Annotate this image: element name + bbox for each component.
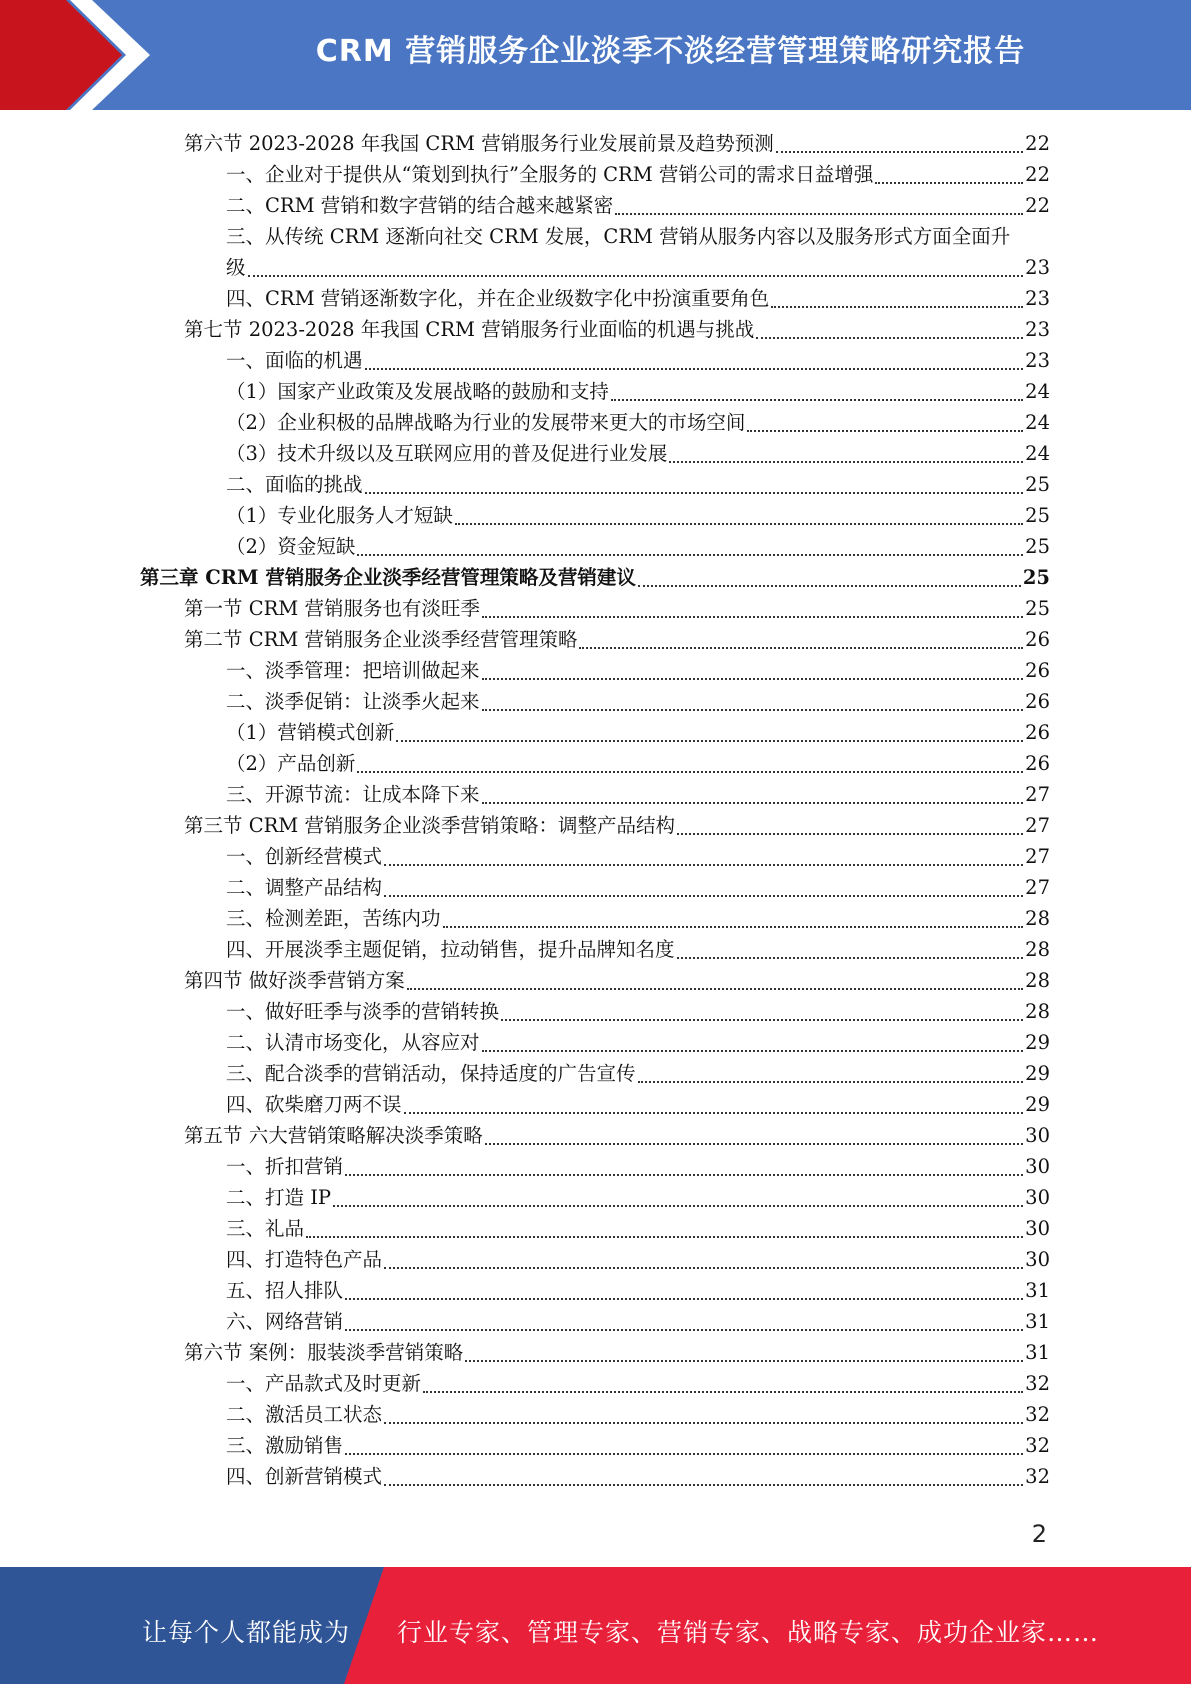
- toc-dot-leader: [482, 678, 1024, 680]
- toc-entry-label: 三、开源节流：让成本降下来: [226, 783, 480, 806]
- toc-dot-leader: [384, 1422, 1023, 1424]
- toc-dot-leader: [306, 1236, 1023, 1238]
- toc-entry-page: 23: [1025, 287, 1050, 310]
- toc-entry-label: 二、打造 IP: [226, 1186, 332, 1209]
- toc-entry[interactable]: [140, 1244, 1050, 1275]
- toc-entry-label: 四、砍柴磨刀两不误: [226, 1093, 402, 1116]
- toc-dot-leader: [638, 1081, 1024, 1083]
- toc-entry[interactable]: [140, 872, 1050, 903]
- toc-entry[interactable]: [140, 593, 1050, 624]
- toc-entry[interactable]: [140, 1058, 1050, 1089]
- toc-entry[interactable]: [140, 1399, 1050, 1430]
- toc-entry-label: 第六节 案例：服装淡季营销策略: [184, 1341, 464, 1364]
- toc-entry-page: 24: [1025, 411, 1050, 434]
- toc-entry-page: 25: [1025, 535, 1050, 558]
- toc-entry-page: 25: [1025, 473, 1050, 496]
- toc-entry-page: 24: [1025, 380, 1050, 403]
- toc-dot-leader: [345, 1453, 1023, 1455]
- toc-entry-page: 29: [1025, 1062, 1050, 1085]
- toc-entry-label: （1）专业化服务人才短缺: [226, 504, 453, 527]
- toc-entry-page: 32: [1025, 1372, 1050, 1395]
- toc-entry[interactable]: [140, 407, 1050, 438]
- toc-dot-leader: [333, 1205, 1023, 1207]
- page-header: [0, 0, 1191, 110]
- toc-dot-leader: [384, 1267, 1023, 1269]
- toc-entry-label: 一、创新经营模式: [226, 845, 383, 868]
- toc-entry-page: 31: [1025, 1310, 1050, 1333]
- toc-entry-page: 25: [1025, 597, 1050, 620]
- toc-entry[interactable]: [140, 128, 1050, 159]
- toc-entry-label: 一、淡季管理：把培训做起来: [226, 659, 480, 682]
- toc-dot-leader: [771, 306, 1023, 308]
- toc-dot-leader: [482, 616, 1023, 618]
- toc-entry-label: 四、CRM 营销逐渐数字化，并在企业级数字化中扮演重要角色: [226, 287, 770, 310]
- toc-entry-label: 三、从传统 CRM 逐渐向社交 CRM 发展，CRM 营销从服务内容以及服务形式方面全面升: [226, 225, 1011, 248]
- toc-dot-leader: [407, 988, 1023, 990]
- toc-entry-label: 五、招人排队: [226, 1279, 344, 1302]
- toc-dot-leader: [615, 213, 1023, 215]
- toc-dot-leader: [365, 492, 1024, 494]
- toc-entry-page: 28: [1025, 1000, 1050, 1023]
- toc-entry-page: 30: [1025, 1186, 1050, 1209]
- toc-dot-leader: [345, 1329, 1023, 1331]
- toc-entry[interactable]: [140, 810, 1050, 841]
- toc-dot-leader: [357, 554, 1023, 556]
- toc-dot-leader: [677, 833, 1023, 835]
- toc-entry[interactable]: [140, 531, 1050, 562]
- page-footer: [0, 1567, 1191, 1684]
- report-title: CRM 营销服务企业淡季不淡经营管理策略研究报告: [315, 34, 1026, 69]
- toc-entry[interactable]: [140, 221, 1050, 252]
- toc-entry[interactable]: [140, 1027, 1050, 1058]
- toc-entry[interactable]: [140, 190, 1050, 221]
- toc-entry-page: 28: [1025, 907, 1050, 930]
- toc-entry[interactable]: [140, 1306, 1050, 1337]
- table-of-contents: [140, 128, 1050, 1492]
- toc-entry-label: 第五节 六大营销策略解决淡季策略: [184, 1124, 483, 1147]
- toc-dot-leader: [501, 1019, 1023, 1021]
- toc-dot-leader: [677, 957, 1024, 959]
- toc-entry-label: （2）资金短缺: [226, 535, 356, 558]
- toc-dot-leader: [638, 585, 1021, 587]
- toc-entry[interactable]: [140, 438, 1050, 469]
- toc-dot-leader: [384, 895, 1023, 897]
- toc-dot-leader: [404, 1112, 1024, 1114]
- toc-entry[interactable]: [140, 469, 1050, 500]
- toc-entry-label: 三、礼品: [226, 1217, 305, 1240]
- toc-dot-leader: [485, 1143, 1023, 1145]
- toc-entry-page: 26: [1025, 690, 1050, 713]
- toc-entry[interactable]: [140, 1368, 1050, 1399]
- toc-entry-page: 32: [1025, 1434, 1050, 1457]
- toc-entry[interactable]: [140, 1120, 1050, 1151]
- toc-entry-label: （3）技术升级以及互联网应用的普及促进行业发展: [226, 442, 668, 465]
- toc-entry[interactable]: [140, 717, 1050, 748]
- toc-entry-label: 一、面临的机遇: [226, 349, 363, 372]
- toc-dot-leader: [747, 430, 1023, 432]
- toc-entry[interactable]: [140, 562, 1050, 593]
- toc-entry-page: 27: [1025, 814, 1050, 837]
- toc-entry[interactable]: [140, 314, 1050, 345]
- toc-entry[interactable]: [140, 1461, 1050, 1492]
- toc-entry[interactable]: [140, 1430, 1050, 1461]
- toc-dot-leader: [669, 461, 1023, 463]
- toc-entry[interactable]: [140, 252, 1050, 283]
- toc-dot-leader: [396, 740, 1023, 742]
- toc-entry[interactable]: [140, 1275, 1050, 1306]
- toc-entry-label: 四、打造特色产品: [226, 1248, 383, 1271]
- toc-entry-label: 第三节 CRM 营销服务企业淡季营销策略：调整产品结构: [184, 814, 675, 837]
- toc-entry-label: 四、创新营销模式: [226, 1465, 383, 1488]
- toc-dot-leader: [579, 647, 1023, 649]
- toc-entry-page: 25: [1022, 566, 1050, 589]
- toc-entry-label: 第二节 CRM 营销服务企业淡季经营管理策略: [184, 628, 578, 651]
- toc-entry-label: （2）产品创新: [226, 752, 356, 775]
- toc-dot-leader: [357, 771, 1023, 773]
- toc-entry[interactable]: [140, 903, 1050, 934]
- toc-entry-page: 26: [1025, 721, 1050, 744]
- toc-entry[interactable]: [140, 376, 1050, 407]
- toc-dot-leader: [443, 926, 1024, 928]
- toc-entry-page: 32: [1025, 1403, 1050, 1426]
- toc-entry-label: （2）企业积极的品牌战略为行业的发展带来更大的市场空间: [226, 411, 746, 434]
- toc-dot-leader: [465, 1360, 1023, 1362]
- toc-dot-leader: [384, 864, 1023, 866]
- toc-entry-page: 27: [1025, 783, 1050, 806]
- toc-entry-page: 28: [1025, 969, 1050, 992]
- toc-entry[interactable]: [140, 748, 1050, 779]
- toc-entry-page: 22: [1025, 194, 1050, 217]
- toc-dot-leader: [875, 182, 1023, 184]
- toc-dot-leader: [345, 1298, 1023, 1300]
- toc-entry[interactable]: [140, 996, 1050, 1027]
- toc-dot-leader: [776, 151, 1023, 153]
- toc-entry-page: 23: [1025, 349, 1050, 372]
- toc-entry-page: 22: [1025, 132, 1050, 155]
- toc-dot-leader: [248, 275, 1024, 277]
- toc-entry-page: 26: [1025, 752, 1050, 775]
- toc-entry-page: 26: [1025, 628, 1050, 651]
- toc-entry-label: 三、检测差距，苦练内功: [226, 907, 441, 930]
- toc-entry-label: 二、CRM 营销和数字营销的结合越来越紧密: [226, 194, 614, 217]
- toc-dot-leader: [756, 337, 1023, 339]
- toc-entry[interactable]: [140, 345, 1050, 376]
- footer-slogan-right: 行业专家、管理专家、营销专家、战略专家、成功企业家……: [397, 1618, 1100, 1647]
- toc-entry-label: 第七节 2023-2028 年我国 CRM 营销服务行业面临的机遇与挑战: [184, 318, 755, 341]
- toc-entry[interactable]: [140, 779, 1050, 810]
- toc-entry-page: 27: [1025, 845, 1050, 868]
- toc-entry-label: 三、激励销售: [226, 1434, 344, 1457]
- toc-entry[interactable]: [140, 624, 1050, 655]
- toc-entry-label: 二、认清市场变化，从容应对: [226, 1031, 480, 1054]
- toc-entry-page: 22: [1025, 163, 1050, 186]
- toc-entry-label: 二、面临的挑战: [226, 473, 363, 496]
- toc-entry-page: 25: [1025, 504, 1050, 527]
- toc-entry-label: 四、开展淡季主题促销，拉动销售，提升品牌知名度: [226, 938, 675, 961]
- toc-entry[interactable]: [140, 934, 1050, 965]
- toc-entry-label: （1）营销模式创新: [226, 721, 395, 744]
- toc-entry-label: 第一节 CRM 营销服务也有淡旺季: [184, 597, 480, 620]
- toc-entry[interactable]: [140, 965, 1050, 996]
- toc-entry-page: 30: [1025, 1155, 1050, 1178]
- toc-entry[interactable]: [140, 500, 1050, 531]
- toc-entry-label: 二、激活员工状态: [226, 1403, 383, 1426]
- toc-entry-page: 28: [1025, 938, 1050, 961]
- toc-entry-page: 27: [1025, 876, 1050, 899]
- page-number: 2: [1031, 1520, 1047, 1548]
- toc-entry-label: 一、产品款式及时更新: [226, 1372, 422, 1395]
- toc-entry-label: 级: [226, 256, 246, 279]
- toc-entry-label: （1）国家产业政策及发展战略的鼓励和支持: [226, 380, 609, 403]
- toc-entry-page: 31: [1025, 1341, 1050, 1364]
- toc-entry-label: 第三章 CRM 营销服务企业淡季经营管理策略及营销建议: [140, 566, 636, 589]
- toc-dot-leader: [482, 802, 1024, 804]
- toc-entry-page: 30: [1025, 1248, 1050, 1271]
- toc-entry[interactable]: [140, 1182, 1050, 1213]
- toc-entry[interactable]: [140, 1089, 1050, 1120]
- footer-slogan-left: 让每个人都能成为: [142, 1618, 351, 1647]
- toc-entry[interactable]: [140, 655, 1050, 686]
- toc-dot-leader: [611, 399, 1023, 401]
- toc-entry-label: 一、折扣营销: [226, 1155, 344, 1178]
- toc-entry-page: 32: [1025, 1465, 1050, 1488]
- toc-entry-label: 六、网络营销: [226, 1310, 344, 1333]
- toc-entry-label: 第四节 做好淡季营销方案: [184, 969, 405, 992]
- toc-entry[interactable]: [140, 841, 1050, 872]
- toc-entry[interactable]: [140, 1337, 1050, 1368]
- toc-entry[interactable]: [140, 159, 1050, 190]
- toc-dot-leader: [423, 1391, 1023, 1393]
- toc-dot-leader: [482, 1050, 1024, 1052]
- toc-entry-page: 23: [1025, 318, 1050, 341]
- toc-entry-label: 第六节 2023-2028 年我国 CRM 营销服务行业发展前景及趋势预测: [184, 132, 774, 155]
- toc-dot-leader: [345, 1174, 1023, 1176]
- toc-entry-label: 一、做好旺季与淡季的营销转换: [226, 1000, 500, 1023]
- toc-entry[interactable]: [140, 686, 1050, 717]
- toc-entry[interactable]: [140, 1151, 1050, 1182]
- toc-entry-page: 23: [1025, 256, 1050, 279]
- toc-entry-page: 30: [1025, 1217, 1050, 1240]
- toc-dot-leader: [384, 1484, 1023, 1486]
- toc-entry-label: 三、配合淡季的营销活动，保持适度的广告宣传: [226, 1062, 636, 1085]
- toc-entry-page: 30: [1025, 1124, 1050, 1147]
- toc-entry-page: 29: [1025, 1031, 1050, 1054]
- toc-entry[interactable]: [140, 283, 1050, 314]
- toc-dot-leader: [455, 523, 1023, 525]
- toc-dot-leader: [482, 709, 1024, 711]
- toc-entry-page: 24: [1025, 442, 1050, 465]
- toc-entry-page: 29: [1025, 1093, 1050, 1116]
- toc-entry[interactable]: [140, 1213, 1050, 1244]
- toc-entry-page: 31: [1025, 1279, 1050, 1302]
- toc-dot-leader: [365, 368, 1024, 370]
- toc-entry-page: 26: [1025, 659, 1050, 682]
- toc-entry-label: 二、淡季促销：让淡季火起来: [226, 690, 480, 713]
- toc-entry-label: 二、调整产品结构: [226, 876, 383, 899]
- toc-entry-label: 一、企业对于提供从“策划到执行”全服务的 CRM 营销公司的需求日益增强: [226, 163, 874, 186]
